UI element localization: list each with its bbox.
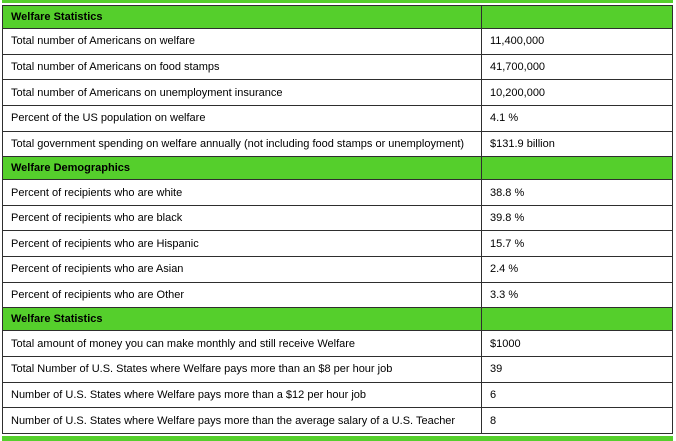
row-label: Total government spending on welfare annually (not including food stamps or unemployment) <box>3 132 482 157</box>
row-label: Number of U.S. States where Welfare pays more than a $12 per hour job <box>3 383 482 408</box>
row-value: $131.9 billion <box>490 137 555 150</box>
row-label: Total number of Americans on unemployment insurance <box>3 80 482 105</box>
row-value: 10,200,000 <box>490 86 546 99</box>
section-header-label: Welfare Demographics <box>3 157 482 179</box>
table-row <box>3 55 672 81</box>
table-row <box>3 257 672 283</box>
table-row <box>3 383 672 409</box>
row-value: $1000 <box>490 337 521 350</box>
table-row <box>3 29 672 55</box>
section-header-row <box>3 157 672 180</box>
row-value: 6 <box>490 389 497 401</box>
row-label: Number of U.S. States where Welfare pays more than the average salary of a U.S. Teacher <box>3 408 482 433</box>
section-header-value-cell <box>482 308 672 330</box>
row-label: Percent of recipients who are Hispanic <box>3 231 482 256</box>
table-row <box>3 357 672 383</box>
top-partial-header-row <box>2 0 673 3</box>
welfare-statistics-table <box>2 5 673 434</box>
row-label: Total amount of money you can make monthly and still receive Welfare <box>3 331 482 356</box>
row-label: Total number of Americans on food stamps <box>3 55 482 80</box>
row-value: 8 <box>490 414 497 427</box>
row-value: 41,700,000 <box>490 60 546 73</box>
row-value: 2.4 % <box>490 263 519 276</box>
row-value: 15.7 % <box>490 237 525 250</box>
row-label: Total Number of U.S. States where Welfare pays more than an $8 per hour job <box>3 357 482 382</box>
table-row <box>3 231 672 257</box>
section-header-value-cell <box>482 157 672 179</box>
row-value: 11,400,000 <box>490 35 545 48</box>
table-row <box>3 408 672 433</box>
row-label: Total number of Americans on welfare <box>3 29 482 54</box>
table-row <box>3 331 672 357</box>
section-header-label: Welfare Statistics <box>3 308 482 330</box>
section-header-value-cell <box>482 6 672 28</box>
row-value: 4.1 % <box>490 112 519 125</box>
table-row <box>3 132 672 158</box>
row-value: 39 <box>490 363 503 376</box>
row-value: 39.8 % <box>490 212 525 225</box>
table-row <box>3 283 672 309</box>
row-label: Percent of recipients who are white <box>3 180 482 205</box>
row-label: Percent of the US population on welfare <box>3 106 482 131</box>
section-header-row <box>3 6 672 29</box>
table-row <box>3 206 672 232</box>
row-label: Percent of recipients who are black <box>3 206 482 231</box>
row-value: 3.3 % <box>490 289 519 302</box>
table-row <box>3 180 672 206</box>
table-row <box>3 80 672 106</box>
row-value: 38.8 % <box>490 186 525 199</box>
row-label: Percent of recipients who are Asian <box>3 257 482 282</box>
row-label: Percent of recipients who are Other <box>3 283 482 308</box>
section-header-label: Welfare Statistics <box>3 6 482 28</box>
bottom-partial-header-row <box>2 436 673 441</box>
section-header-row <box>3 308 672 331</box>
table-row <box>3 106 672 132</box>
